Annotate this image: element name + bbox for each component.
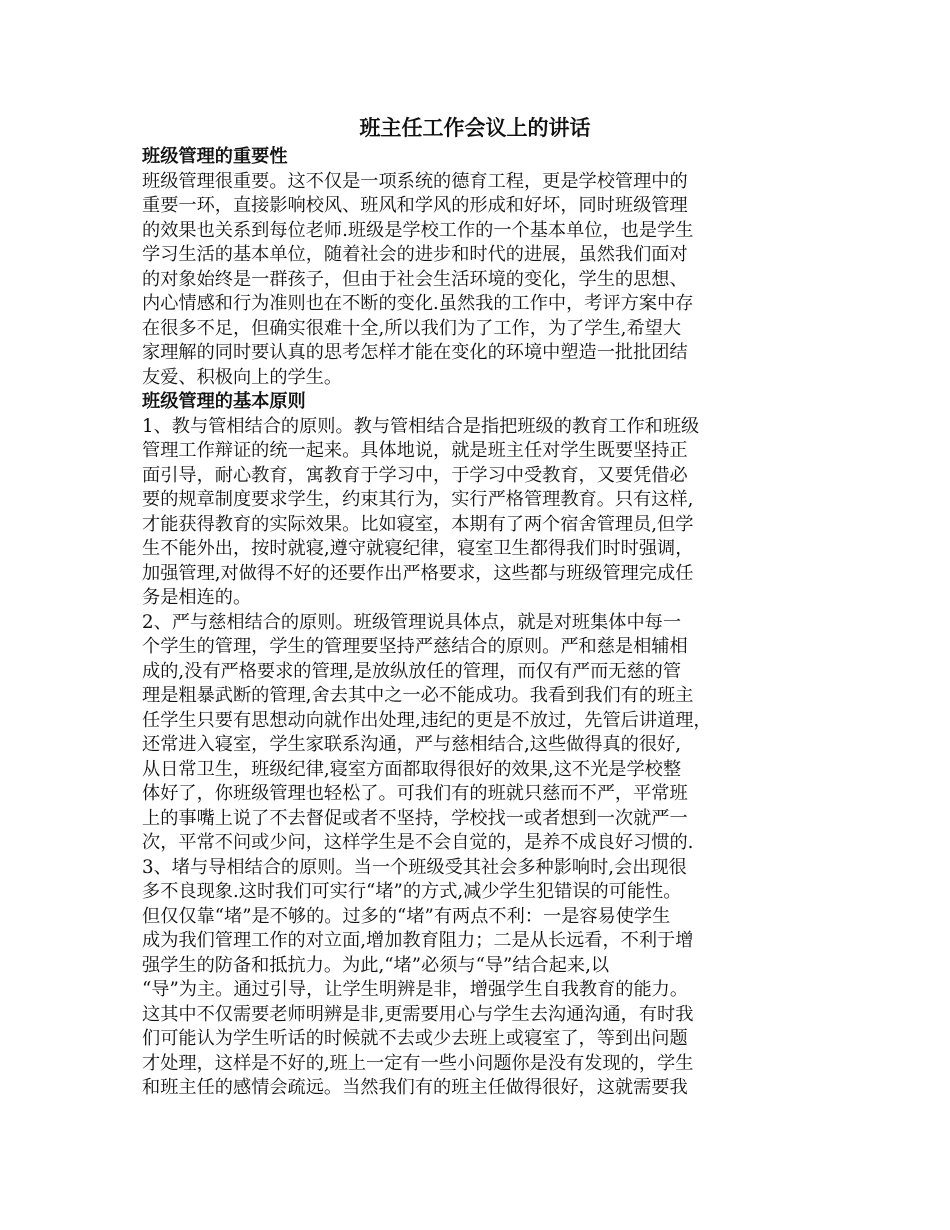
- body-line: 生不能外出，按时就寝,遵守就寝纪律，寝室卫生都得我们时时强调，: [142, 538, 694, 559]
- body-line: 2、严与慈相结合的原则。班级管理说具体点，就是对班集体中每一: [142, 611, 682, 633]
- body-line: 管理工作辩证的统一起来。具体地说，就是班主任对学生既要坚持正: [142, 440, 688, 461]
- body-line: 多不良现象.这时我们可实行“堵”的方式,减少学生犯错误的可能性。: [142, 881, 682, 902]
- body-line: 上的事嘴上说了不去督促或者不坚持，学校找一或者想到一次就严一: [142, 807, 688, 829]
- body-line: 务是相连的。: [142, 587, 252, 608]
- body-line: 理是粗暴武断的管理,舍去其中之一必不能成功。我看到我们有的班主: [142, 685, 694, 706]
- body-line: 加强管理,对做得不好的还要作出严格要求，这些都与班级管理完成任: [142, 562, 694, 584]
- body-line: 这其中不仅需要老师明辨是非,更需要用心与学生去沟通沟通，有时我: [142, 1003, 694, 1025]
- body-line: 班级管理很重要。这不仅是一项系统的德育工程，更是学校管理中的: [142, 170, 688, 192]
- section-heading: 班级管理的重要性: [142, 146, 288, 167]
- body-line: 们可能认为学生听话的时候就不去或少去班上或寝室了，等到出问题: [142, 1028, 688, 1049]
- body-line: 任学生只要有思想动向就作出处理,违纪的更是不放过，先管后讲道理，: [142, 709, 712, 731]
- body-line: 1、教与管相结合的原则。教与管相结合是指把班级的教育工作和班级: [142, 415, 700, 437]
- body-line: 面引导，耐心教育，寓教育于学习中，于学习中受教育，又要凭借必: [142, 464, 688, 486]
- body-line: 次，平常不问或少问，这样学生是不会自觉的，是养不成良好习惯的.: [142, 832, 694, 853]
- body-line: 个学生的管理，学生的管理要坚持严慈结合的原则。严和慈是相辅相: [142, 636, 688, 657]
- body-line: 但仅仅靠“堵”是不够的。过多的“堵”有两点不利：一是容易使学生: [142, 905, 671, 927]
- body-line: 体好了，你班级管理也轻松了。可我们有的班就只慈而不严，平常班: [142, 783, 688, 804]
- body-line: 成的,没有严格要求的管理,是放纵放任的管理，而仅有严而无慈的管: [142, 660, 682, 682]
- body-line: 从日常卫生，班级纪律,寝室方面都取得很好的效果,这不光是学校整: [142, 758, 682, 780]
- body-line: 学习生活的基本单位，随着社会的进步和时代的进展，虽然我们面对: [142, 244, 688, 265]
- body-line: 和班主任的感情会疏远。当然我们有的班主任做得很好，这就需要我: [142, 1077, 688, 1098]
- body-line: 的效果也关系到每位老师.班级是学校工作的一个基本单位，也是学生: [142, 219, 694, 241]
- body-line: 成为我们管理工作的对立面,增加教育阻力；二是从长远看，不利于增: [142, 930, 694, 951]
- body-line: 内心情感和行为准则也在不断的变化.虽然我的工作中，考评方案中存: [142, 293, 694, 314]
- body-line: 才处理，这样是不好的,班上一定有一些小问题你是没有发现的，学生: [142, 1052, 694, 1074]
- body-line: 友爱、积极向上的学生。: [142, 366, 343, 388]
- body-line: 强学生的防备和抵抗力。为此,“堵”必须与“导”结合起来,以: [142, 954, 610, 976]
- body-line: “导”为主。通过引导，让学生明辨是非，增强学生自我教育的能力。: [142, 979, 689, 1000]
- document-title: 班主任工作会议上的讲话: [359, 115, 591, 140]
- body-line: 在很多不足，但确实很难十全,所以我们为了工作，为了学生,希望大: [142, 317, 682, 339]
- body-line: 的对象始终是一群孩子，但由于社会生活环境的变化，学生的思想、: [142, 268, 688, 290]
- body-line: 3、堵与导相结合的原则。当一个班级受其社会多种影响时,会出现很: [142, 856, 687, 878]
- body-line: 还常进入寝室，学生家联系沟通，严与慈相结合,这些做得真的很好,: [142, 734, 682, 755]
- body-line: 才能获得教育的实际效果。比如寝室，本期有了两个宿舍管理员,但学: [142, 513, 694, 535]
- section-heading: 班级管理的基本原则: [142, 391, 306, 412]
- body-line: 要的规章制度要求学生，约束其行为，实行严格管理教育。只有这样,: [142, 489, 694, 510]
- body-line: 重要一环，直接影响校风、班风和学风的形成和好坏，同时班级管理: [142, 195, 688, 216]
- body-line: 家理解的同时要认真的思考怎样才能在变化的环境中塑造一批批团结: [142, 342, 688, 363]
